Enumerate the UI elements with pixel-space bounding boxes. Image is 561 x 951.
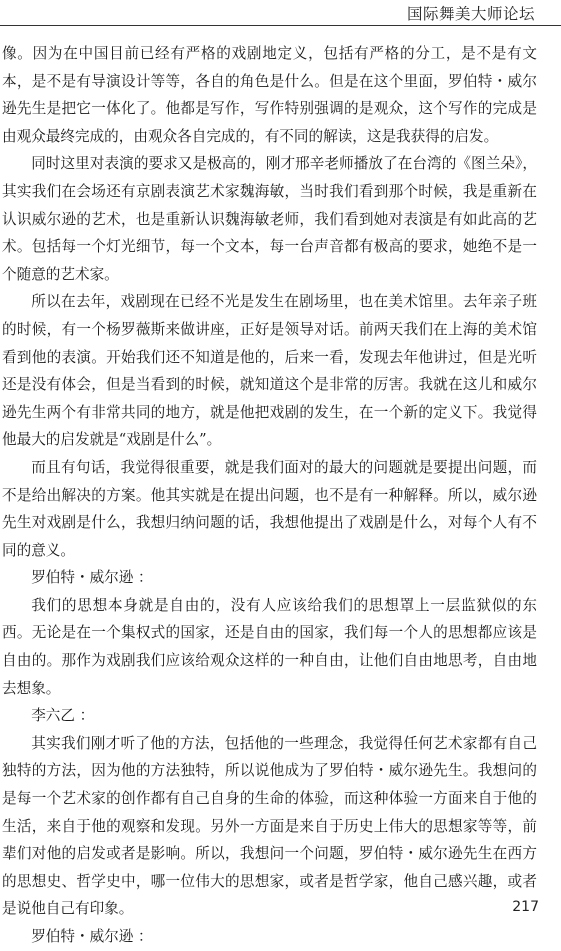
- paragraph: 像。因为在中国目前已经有严格的戏剧地定义，包括有严格的分工，是不是有文本，是不是有导演设计等等，各自的角色是什么。但是在这个里面，罗伯特・威尔逊先生是把它一体化了。他都是写作，写作特别强调的是观众，这个写作的完成是由观众最终完成的，由观众各自完成的，有不同的解读，这是我获得的启发。: [2, 45, 537, 145]
- paragraph: 而且有句话，我觉得很重要，就是我们面对的最大的问题就是要提出问题，而不是给出解决的方案。他其实就是在提出问题，也不是有一种解释。所以，威尔逊先生对戏剧是什么，我想归纳问题的话，我想他提出了戏剧是什么，对每个人有不同的意义。: [2, 458, 537, 559]
- paragraph: 其实我们刚才听了他的方法，包括他的一些理念，我觉得任何艺术家都有自己独特的方法，因为他的方法独特，所以说他成为了罗伯特・威尔逊先生。我想问的是每一个艺术家的创作都有自己自身的生命的体验，而这种体验一方面来自于他的生活，来自于他的观察和发现。另外一方面是来自于历史上伟大的思想家等等，前辈们对他的启发或者是影响。所以，我想问一个问题，罗伯特・威尔逊先生在西方的思想史、哲学史中，哪一位伟大的思想家，或者是哲学家，他自己感兴趣，或者是说他自己有印象。: [2, 734, 537, 918]
- speaker-label: 罗伯特・威尔逊 ：: [31, 928, 153, 945]
- header-rule: [0, 25, 561, 26]
- paragraph: 同时这里对表演的要求又是极高的，刚才邢辛老师播放了在台湾的《图兰朵》，其实我们在会场还有京剧表演艺术家魏海敏，当时我们看到那个时候，我是重新在认识威尔逊的艺术，也是重新认识魏海敏老师，我们看到她对表演是有如此高的艺术。包括每一个灯光细节，每一个文本，每一台声音都有极高的要求，她绝不是一个随意的艺术家。: [2, 155, 537, 283]
- paragraph: 我们的思想本身就是自由的，没有人应该给我们的思想罩上一层监狱似的东西。无论是在一个集权式的国家，还是自由的国家，我们每一个人的思想都应该是自由的。那作为戏剧我们应该给观众这样的一种自由，让他们自由地思考，自由地去想象。: [2, 596, 537, 697]
- speaker-label: 罗伯特・威尔逊 ：: [31, 569, 153, 587]
- page-number: 217: [512, 899, 539, 915]
- paragraph: 所以在去年，戏剧现在已经不光是发生在剧场里，也在美术馆里。去年亲子班的时候，有一个杨罗薇斯来做讲座，正好是领导对话。前两天我们在上海的美术馆看到他的表演。开始我们还不知道是他的，后来一看，发现去年他讲过，但是光听还是没有体会，但是当看到的时候，就知道这个是非常的厉害。我就在这儿和威尔逊先生两个有非常共同的地方，就是他把戏剧的发生，在一个新的定义下。我觉得他最大的启发就是“戏剧是什么”。: [2, 293, 537, 449]
- running-header: [0, 0, 561, 26]
- body-text: [2, 40, 537, 951]
- speaker-label: 李六乙 ：: [31, 707, 95, 725]
- running-header-title: 国际舞美大师论坛: [406, 5, 535, 23]
